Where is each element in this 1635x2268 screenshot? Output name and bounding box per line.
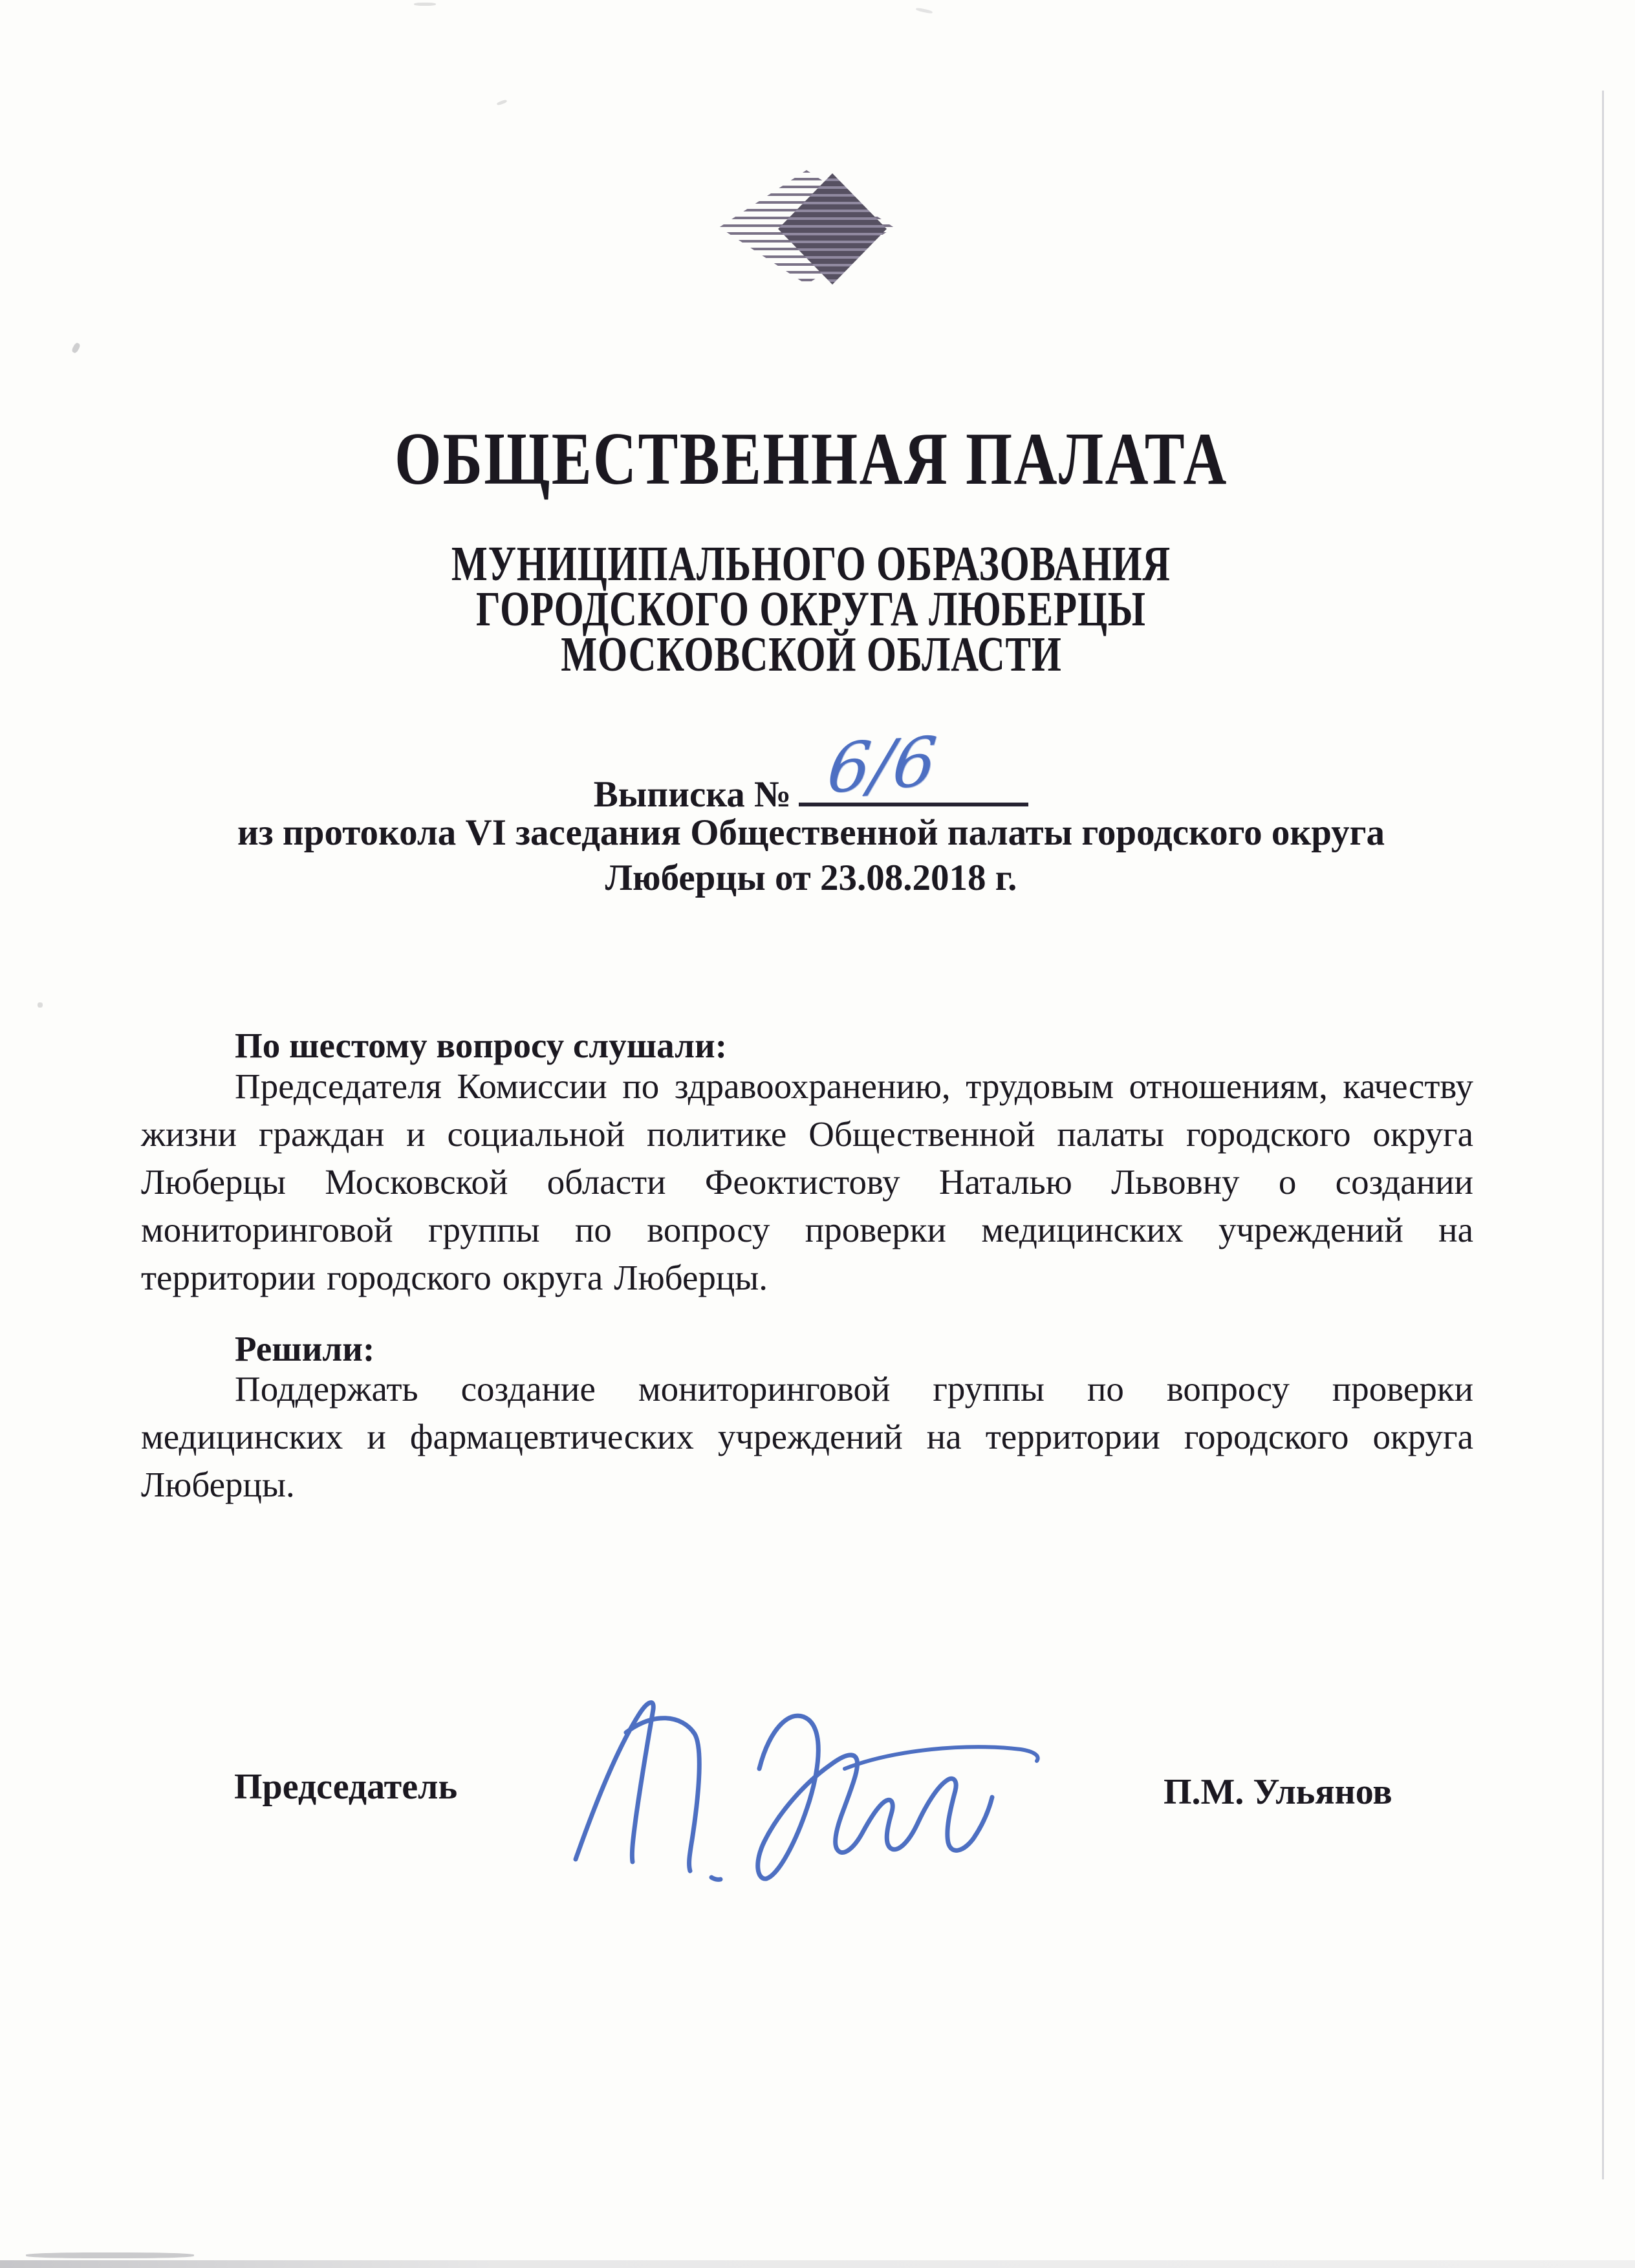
scan-speck <box>497 99 508 105</box>
handwritten-extract-number: 6/6 <box>823 721 940 809</box>
extract-source-line-2: Люберцы от 23.08.2018 г. <box>605 858 1017 898</box>
signature-row <box>0 1769 1635 1840</box>
extract-number-row <box>0 721 1622 815</box>
subtitle-line-2: ГОРОДСКОГО ОКРУГА ЛЮБЕРЦЫ <box>476 582 1146 636</box>
signer-role: Председатель <box>234 1767 458 1807</box>
organization-title-text: ОБЩЕСТВЕННАЯ ПАЛАТА <box>394 418 1228 501</box>
section-1-heading: По шестому вопросу слушали: <box>235 1026 728 1065</box>
scan-bottom-edge <box>0 2260 1635 2268</box>
organization-logo <box>719 170 894 285</box>
scan-speck <box>71 342 81 354</box>
scan-speck <box>38 1002 43 1008</box>
organization-title <box>0 418 1622 501</box>
scan-speck <box>414 3 436 6</box>
extract-label: Выписка № <box>593 774 792 815</box>
scan-speck <box>26 2252 194 2258</box>
section-2-body: Поддержать создание мониторинговой группы по вопросу проверки медицинских и фармацевтических учреждений на территории городского округа Люберцы. <box>141 1369 1473 1504</box>
paper-edge-line <box>1602 91 1604 2179</box>
extract-number-blank-line <box>799 721 1028 809</box>
section-2-heading: Решили: <box>235 1329 375 1368</box>
scan-speck <box>916 7 933 14</box>
extract-source-line-1: из протокола VI заседания Общественной палаты городского округа <box>237 812 1385 853</box>
subtitle-line-1: МУНИЦИПАЛЬНОГО ОБРАЗОВАНИЯ <box>451 537 1171 591</box>
section-1-body: Председателя Комиссии по здравоохранению, трудовым отношениям, качеству жизни граждан и социальной политике Общественной палаты городского округа Люберцы Московской области Феоктистову Наталью Львовну о создании мониторинговой группы по вопросу проверки медицинских учреждений на территории городского округа Люберцы. <box>141 1066 1473 1297</box>
subtitle-line-3: МОСКОВСКОЙ ОБЛАСТИ <box>560 627 1062 682</box>
handwritten-signature <box>564 1686 1068 1893</box>
extract-block <box>0 721 1622 901</box>
signer-name: П.М. Ульянов <box>1164 1772 1392 1812</box>
organization-subtitle <box>0 537 1622 682</box>
